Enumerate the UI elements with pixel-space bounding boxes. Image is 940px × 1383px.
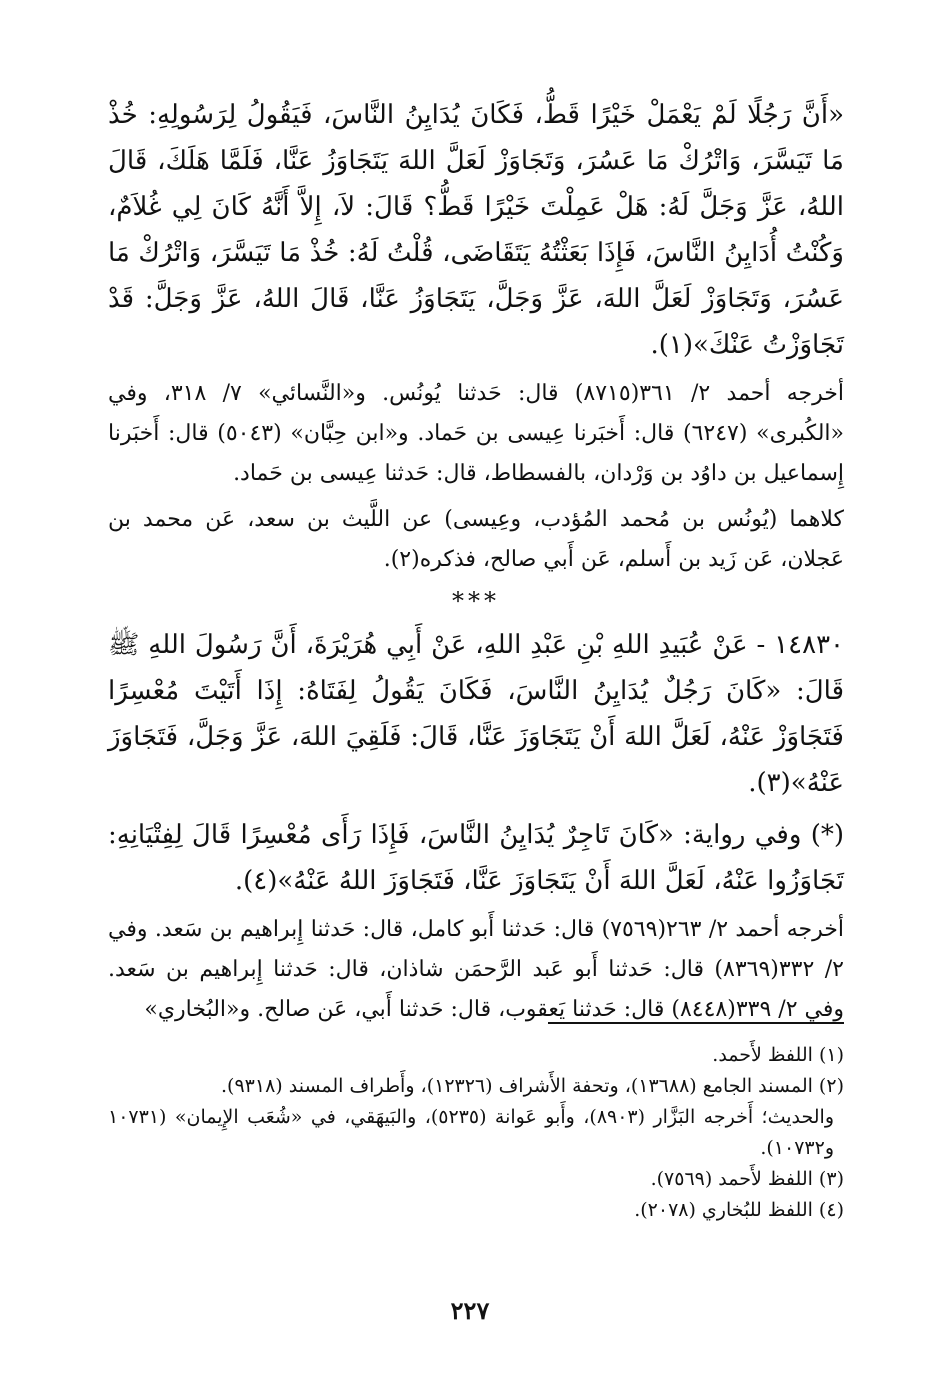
- page-number: ٢٢٧: [450, 1296, 490, 1325]
- page-body: [108, 92, 844, 1036]
- footnotes: [108, 1040, 844, 1226]
- hadith-text: «أَنَّ رَجُلًا لَمْ يَعْمَلْ خَيْرًا قَطُّ، فَكَانَ يُدَايِنُ النَّاسَ، فَيَقُولُ لِرَسُولِهِ: خُذْ مَا تَيَسَّرَ، وَاتْرُكْ مَا عَسُرَ، وَتَجَاوَزْ لَعَلَّ اللهَ يَتَجَاوَزُ عَنَّا، فَلَمَّا هَلَكَ، قَالَ اللهُ، عَزَّ وَجَلَّ لَهُ: هَلْ عَمِلْتَ خَيْرًا قَطُّ؟ قَالَ: لاَ، إِلاَّ أَنَّهُ كَانَ لِي غُلاَمٌ، وَكُنْتُ أُدَايِنُ النَّاسَ، فَإِذَا بَعَثْتُهُ يَتَقَاضَى، قُلْتُ لَهُ: خُذْ مَا تَيَسَّرَ، وَاتْرُكْ مَا عَسُرَ، وَتَجَاوَزْ لَعَلَّ اللهَ، عَزَّ وَجَلَّ، يَتَجَاوَزُ عَنَّا، قَالَ اللهُ، عَزَّ وَجَلَّ: قَدْ تَجَاوَزْتُ عَنْكَ»(١).: [108, 100, 845, 360]
- footnote-2: (٢) المسند الجامع (١٣٦٨٨)، وتحفة الأَشراف (١٢٣٢٦)، وأَطراف المسند (٩٣١٨).: [221, 1075, 844, 1097]
- isnad-paragraph: كلاهما (يُونُس بن مُحمد المُؤدب، وعِيسى) عن اللَّيث بن سعد، عَن محمد بن عَجلان، عَن زَيد بن أَسلم، عَن أَبي صالح، فذكره(٢).: [108, 507, 844, 572]
- hadith-entry: ١٤٨٣٠ - عَنْ عُبَيدِ اللهِ بْنِ عَبْدِ اللهِ، عَنْ أَبِي هُرَيْرَةَ، أَنَّ رَسُولَ اللهِ ﷺ قَالَ: «كَانَ رَجُلٌ يُدَايِنُ النَّاسَ، فَكَانَ يَقُولُ لِفَتَاهُ: إِذَا أَتَيْتَ مُعْسِرًا فَتَجَاوَزْ عَنْهُ، لَعَلَّ اللهَ أَنْ يَتَجَاوَزَ عَنَّا، قَالَ: فَلَقِيَ اللهَ، عَزَّ وَجَلَّ، فَتَجَاوَزَ عَنْهُ»(٣).: [108, 630, 844, 798]
- footnote-4: (٤) اللفظ للبُخاري (٢٠٧٨).: [634, 1199, 844, 1221]
- footnote-2-continued: والحديث؛ أَخرجه البَزَّار (٨٩٠٣)، وأَبو عَوانة (٥٢٣٥)، والبَيهَقي، في «شُعَب الإِيمان» (١٠٧٣١ و١٠٧٣٢).: [108, 1106, 834, 1159]
- riwaya-paragraph: (*) وفي رواية: «كَانَ تَاجِرٌ يُدَايِنُ النَّاسَ، فَإِذَا رَأَى مُعْسِرًا قَالَ لِفِتْيَانِهِ: تَجَاوَزُوا عَنْهُ، لَعَلَّ اللهَ أَنْ يَتَجَاوَزَ عَنَّا، فَتَجَاوَزَ اللهُ عَنْهُ»(٤).: [108, 820, 844, 896]
- takhrij-paragraph: أخرجه أحمد ٢/ ٣٦١(٨٧١٥) قال: حَدثنا يُونُس. و«النَّسائي» ٧/ ٣١٨، وفي «الكُبرى» (٦٢٤٧) قال: أَخبَرنا عِيسى بن حَماد. و«ابن حِبَّان» (٥٠٤٣) قال: أَخبَرنا إِسماعيل بن داوُد بن وَرْدان، بالفسطاط، قال: حَدثنا عِيسى بن حَماد.: [108, 381, 845, 486]
- takhrij-paragraph-2: أخرجه أحمد ٢/ ٢٦٣(٧٥٦٩) قال: حَدثنا أَبو كامل، قال: حَدثنا إِبراهيم بن سَعد. وفي ٢/ ٣٣٢(٨٣٦٩) قال: حَدثنا أَبو عَبد الرَّحمَن شاذان، قال: حَدثنا إِبراهيم بن سَعد. وفي ٢/ ٣٣٩(٨٤٤٨) قال: حَدثنا يَعقوب، قال: حَدثنا أَبي، عَن صالح. و«البُخاري»: [108, 917, 844, 1022]
- section-separator: ***: [452, 587, 500, 615]
- footnote-divider: [548, 1022, 844, 1024]
- footnote-3: (٣) اللفظ لأَحمد (٧٥٦٩).: [650, 1168, 844, 1190]
- footnote-1: (١) اللفظ لأَحمد.: [712, 1044, 844, 1066]
